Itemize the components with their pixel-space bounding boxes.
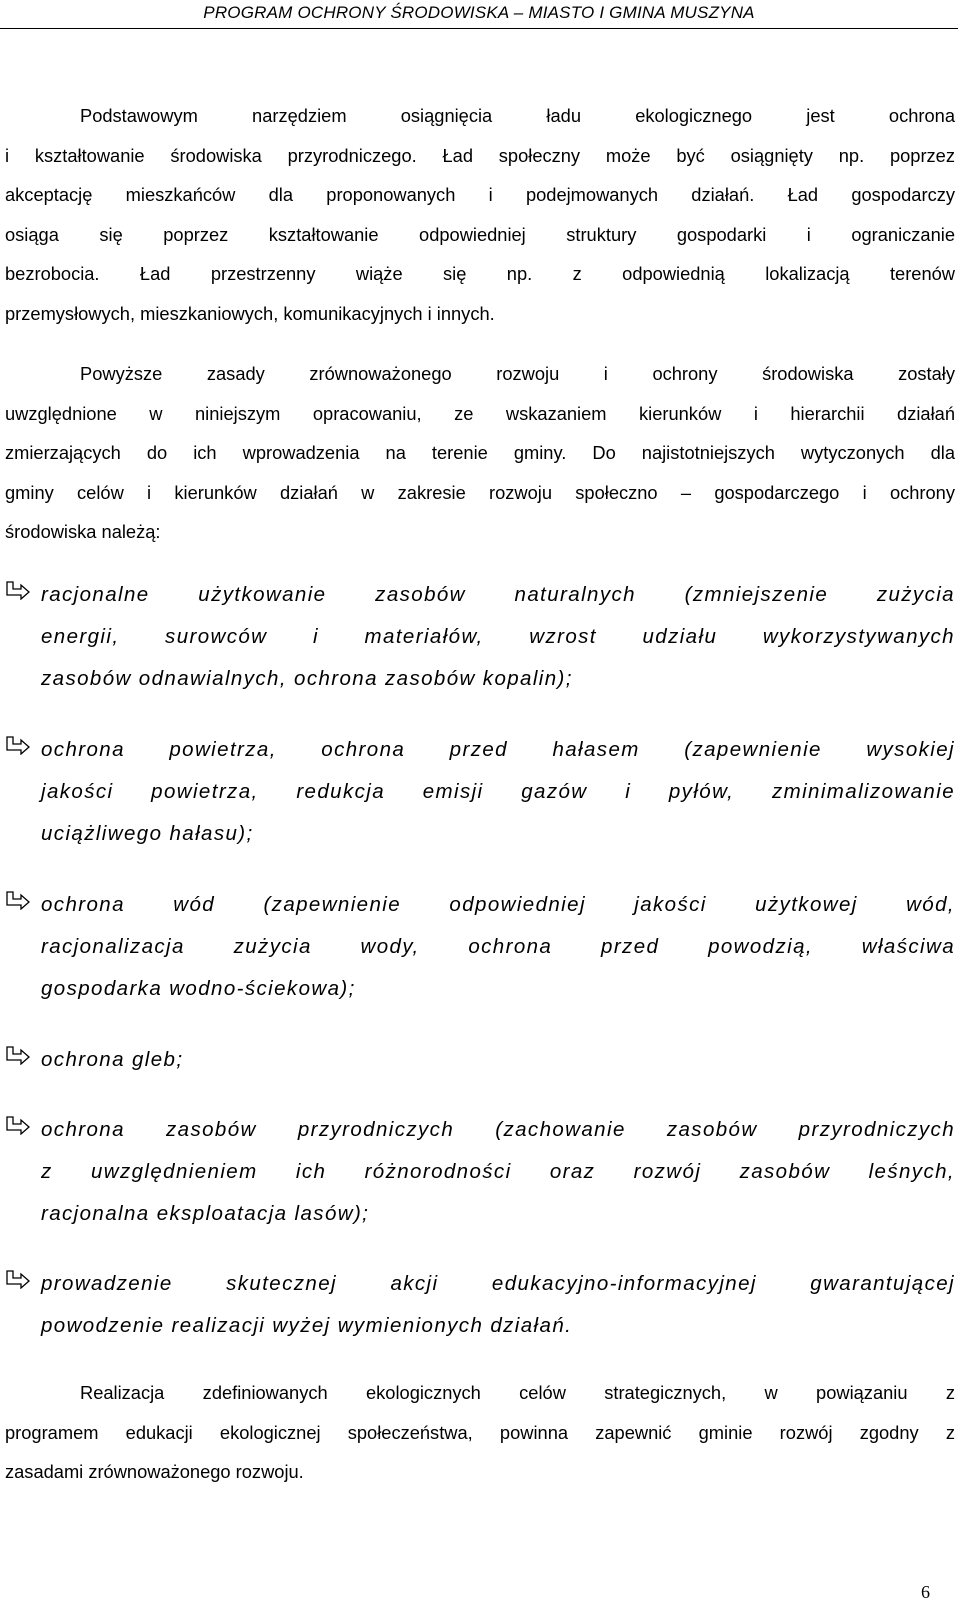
arrow-right-icon xyxy=(5,580,31,600)
paragraph-line: programem edukacji ekologicznej społeczeństwa, powinna zapewnić gminie rozwój zgodny z xyxy=(5,1421,955,1443)
arrow-right-icon xyxy=(5,735,31,755)
paragraph-line: Powyższe zasady zrównoważonego rozwoju i ochrony środowiska zostały xyxy=(80,363,955,384)
paragraph-1 xyxy=(5,96,955,333)
paragraph-line: i kształtowanie środowiska przyrodniczego. Ład społeczny może być osiągnięty np. poprzez xyxy=(5,144,955,166)
bullet-line: ochrona zasobów przyrodniczych (zachowanie zasobów przyrodniczych xyxy=(41,1118,955,1141)
paragraph-line: uwzględnione w niniejszym opracowaniu, ze wskazaniem kierunków i hierarchii działań xyxy=(5,402,955,424)
bullet-line: racjonalna eksploatacja lasów); xyxy=(41,1202,370,1225)
bullet-line: powodzenie realizacji wyżej wymienionych działań. xyxy=(41,1314,573,1337)
bullet-line: uciążliwego hałasu); xyxy=(41,822,254,845)
arrow-right-icon xyxy=(5,1115,31,1135)
paragraph-line: środowiska należą: xyxy=(5,521,161,542)
paragraph-line: zasadami zrównoważonego rozwoju. xyxy=(5,1461,304,1482)
paragraph-line: osiąga się poprzez kształtowanie odpowiedniej struktury gospodarki i ograniczanie xyxy=(5,223,955,245)
page-header xyxy=(0,0,958,29)
bullet-line: zasobów odnawialnych, ochrona zasobów kopalin); xyxy=(41,667,573,690)
bullet-text xyxy=(41,1263,955,1347)
bullet-text xyxy=(41,1109,955,1235)
page-number: 6 xyxy=(921,1582,930,1602)
paragraph-3 xyxy=(5,1373,955,1492)
arrow-right-icon xyxy=(5,1045,31,1065)
paragraph-line: bezrobocia. Ład przestrzenny wiąże się np. z odpowiednią lokalizacją terenów xyxy=(5,263,955,284)
paragraph-2 xyxy=(5,354,955,552)
paragraph-line: Podstawowym narzędziem osiągnięcia ładu ekologicznego jest ochrona xyxy=(80,105,955,126)
bullet-line: racjonalizacja zużycia wody, ochrona przed powodzią, właściwa xyxy=(41,935,955,958)
arrow-right-icon xyxy=(5,1269,31,1289)
paragraph-line: przemysłowych, mieszkaniowych, komunikacyjnych i innych. xyxy=(5,302,495,324)
bullet-line: z uwzględnieniem ich różnorodności oraz rozwój zasobów leśnych, xyxy=(41,1160,955,1183)
header-title: PROGRAM OCHRONY ŚRODOWISKA – MIASTO I GMINA MUSZYNA xyxy=(203,3,755,22)
bullet-line: ochrona wód (zapewnienie odpowiedniej jakości użytkowej wód, xyxy=(41,893,955,916)
bullet-line: ochrona gleb; xyxy=(41,1048,184,1071)
bullet-line: gospodarka wodno-ściekowa); xyxy=(41,977,356,1000)
paragraph-line: Realizacja zdefiniowanych ekologicznych celów strategicznych, w powiązaniu z xyxy=(80,1382,955,1403)
bullet-line: jakości powietrza, redukcja emisji gazów i pyłów, zminimalizowanie xyxy=(41,780,955,803)
arrow-right-icon xyxy=(5,890,31,910)
paragraph-line: gminy celów i kierunków działań w zakresie rozwoju społeczno – gospodarczego i ochrony xyxy=(5,481,955,503)
paragraph-line: akceptację mieszkańców dla proponowanych i podejmowanych działań. Ład gospodarczy xyxy=(5,184,955,205)
bullet-line: racjonalne użytkowanie zasobów naturalnych (zmniejszenie zużycia xyxy=(41,583,955,606)
bullet-line: ochrona powietrza, ochrona przed hałasem (zapewnienie wysokiej xyxy=(41,738,955,761)
bullet-line: prowadzenie skutecznej akcji edukacyjno-informacyjnej gwarantującej xyxy=(41,1272,955,1295)
paragraph-line: zmierzających do ich wprowadzenia na terenie gminy. Do najistotniejszych wytyczonych dla xyxy=(5,442,955,463)
bullet-line: energii, surowców i materiałów, wzrost udziału wykorzystywanych xyxy=(41,625,955,648)
bullet-text xyxy=(41,729,955,855)
bullet-text xyxy=(41,884,955,1010)
bullet-text xyxy=(41,574,955,700)
bullet-text xyxy=(41,1039,955,1081)
